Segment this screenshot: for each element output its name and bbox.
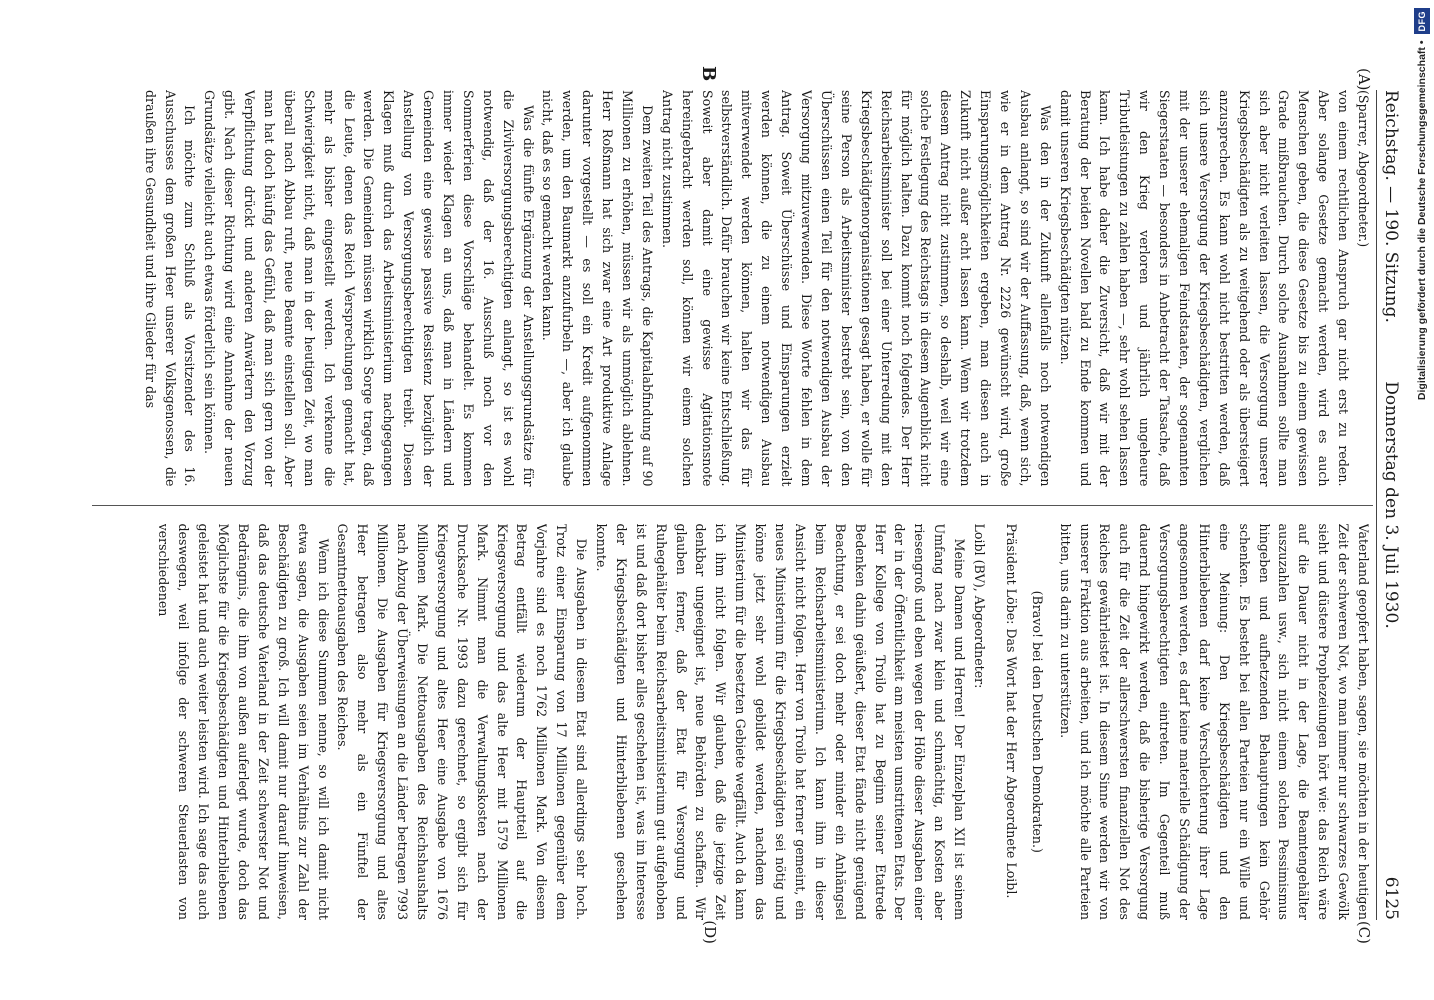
president-line: Präsident Löbe: Das Wort hat der Herr Abgeordnete Loibl. <box>1003 523 1019 899</box>
running-head-date: Donnerstag den 3. Juli 1930. <box>1381 381 1401 629</box>
paragraph: Vaterland geopfert haben, sagen, sie möchten in der heutigen Zeit der schweren Not, wo man immer nur schwarzes Gewölk sieht und düstere Prophezeiungen hört wie: das Reich wäre auf die Dauer nicht in der Lage, die Beamtengehälter auszuzahlen usw., sich nicht einem solchen Pessimismus hingeben und aufhetzenden Behauptungen kein Gehör schenken. Es besteht bei allen Parteien nur ein Wille und eine Meinung: Den Kriegsbeschädigten und den Hinterbliebenen darf keine Verschlechterung ihrer Lage angesonnen werden, es darf keine materielle Schädigung der Versorgungsberechtigten eintreten. Im Gegenteil muß dauernd hingewirkt werden, daß die bisherige Versorgung auch für die Zeit der allerschwersten finanziellen Not des Reiches gewährleistet ist. In diesem Sinne werden wir von unserer Fraktion aus arbeiten, und ich möchte alle Parteien bitten, uns darin zu unterstützen. <box>1057 523 1371 920</box>
paragraph: Ich möchte zum Schluß als Vorsitzender des 16. Ausschusses dem großen Heer unserer Volksgenossen, die draußen ihre Gesundheit und ihre Glieder für das <box>142 90 198 487</box>
paragraph: Dem zweiten Teil des Antrags, die Kapitalabfindung auf 90 Millionen zu erhöhen, müssen wir als unmöglich ablehnen. Herr Roßmann hat sich zwar eine Art produktive Anlage darunter vorgestellt — es soll ein Kredit aufgenommen werden, um den Baumarkt anzufurbeln —, aber ich glaube nicht, daß es so gemacht werden kann. <box>540 90 655 487</box>
paragraph: Was den in der Zukunft allenfalls noch notwendigen Ausbau anlangt, so sind wir der Auffassung, daß, wenn sich, wie er in dem Antrag Nr. 2226 gewünscht wird, große Einsparungsmöglichkeiten ergeben, man diesen auch in Zukunft nicht außer acht lassen kann. Wenn wir trotzdem diesem Antrag nicht zustimmen, so deshalb, weil wir eine solche Festlegung des Reichstags in diesem Augenblick nicht für möglich halten. Dazu kommt noch folgendes. Der Herr Reichsarbeitsminister soll bei einer Unterredung mit den Kriegsbeschädigtenorganisationen gesagt haben, er wolle für seine Person als Arbeitsminister bestrebt sein, von den Überschüssen einen Teil für den notwendigen Ausbau der Versorgung mitzuverwenden. Diese Worte fehlen in dem Antrag. Soweit Überschüsse und Einsparungen erzielt werden können, die zu einem notwendigen Ausbau mitverwendet werden können, halten wir das für selbstverständlich. Dafür brauchen wir keine Entschließung. Soweit aber damit eine gewisse Agitationsnote hereingebracht werden soll, können wir einem solchen Antrag nicht zustimmen. <box>659 90 1053 487</box>
paragraph: Meine Damen und Herren! Der Einzelplan XII ist seinem Umfang nach zwar klein und schmächtig, an Kosten aber riesengroß und eben wegen der Höhe dieser Ausgaben einer der in der Öffentlichkeit am meisten umstrittenen Etats. Der Herr Kollege von Troilo hat zu Beginn seiner Etatrede Bedenken dahin geäußert, dieser Etat fände nicht genügend Beachtung, er sei doch mehr oder minder ein Anhängsel beim Reichsarbeitsministerium. Ich kann ihm in dieser Ansicht nicht folgen. Herr von Troilo hat ferner gemeint, ein neues Ministerium für die Kriegsbeschädigten sei nötig und könne jetzt sehr wohl gebildet werden, nachdem das Ministerium für die besetzten Gebiete wegfällt. Auch da kann ich ihm nicht folgen. Wir glauben, daß die jetzige Zeit denkbar ungeeignet ist, neue Behörden zu schaffen. Wir glauben ferner, daß der Etat für Versorgung und Ruhegehälter beim Reichsarbeitsministerium gut aufgehoben ist und daß dort bisher alles geschehen ist, was im Interesse der Kriegsbeschädigten und Hinterbliebenen geschehen konnte. <box>594 523 968 920</box>
spacer <box>989 524 1001 921</box>
scanned-page <box>80 60 1409 950</box>
funding-sidenote <box>1413 8 1431 992</box>
text-columns <box>92 90 1373 920</box>
left-column <box>92 90 1373 487</box>
running-head <box>1376 90 1401 920</box>
margin-mark-d: (D) <box>701 920 719 944</box>
funding-note: Digitalisierung gefördert durch die Deutsche Forschungsgemeinschaft • <box>1416 40 1428 401</box>
dfg-logo: DFG <box>1414 8 1430 35</box>
page-number: 6125 <box>1381 876 1401 920</box>
paragraph: von einem rechtlichen Anspruch gar nicht erst zu reden. Aber solange Gesetze gemacht werden, wird es auch Menschen geben, die diese Gesetze bis zu einem gewissen Grade mißbrauchen. Durch solche Ausnahmen sollte man sich aber nicht verleiten lassen, die Versorgung unserer Kriegsbeschädigten als zu weitgehend oder als übersteigert anzusprechen. Es kann wohl nicht bestritten werden, daß sich unsere Versorgung der Kriegsbeschädigten, verglichen mit der unserer ehemaligen Feindstaaten, der sogenannten Siegerstaaten — besonders in Anbetracht der Tatsache, daß wir den Krieg verloren und jährlich ungeheure Tributleistungen zu zahlen haben —, sehr wohl sehen lassen kann. Ich habe daher die Zuversicht, daß wir mit der Beratung der beiden Novellen bald zu Ende kommen und damit unseren Kriegsbeschädigten nützen. <box>1057 90 1352 487</box>
margin-mark-c: (C) <box>1355 920 1373 944</box>
column-divider <box>92 505 1373 506</box>
paragraph: Die Ausgaben in diesem Etat sind allerdings sehr hoch. Trotz einer Einsparung von 17 Millionen gegenüber dem Vorjahre sind es noch 1762 Millionen Mark. Von diesem Betrag entfällt wiederum der Hauptteil auf die Kriegsversorgung und das alte Heer mit 1579 Millionen Mark. Nimmt man die Verwaltungskosten nach der Drucksache Nr. 1993 dazu gerechnet, so ergibt sich für Kriegsversorgung und altes Heer eine Ausgabe von 1676 Millionen Mark. Die Nettoausgaben des Reichshaushalts nach Abzug der Überweisungen an die Länder betragen 7993 Millionen. Die Ausgaben für Kriegsversorgung und altes Heer betragen also mehr als ein Fünftel der Gesamtnettoausgaben des Reiches. <box>335 523 590 920</box>
rotated-page-content <box>80 60 1409 950</box>
paragraph: Wenn ich diese Summen nenne, so will ich damit nicht etwa sagen, die Ausgaben seien im Verhältnis zur Zahl der Beschädigten zu groß. Ich will damit nur darauf hinweisen, daß das deutsche Vaterland in der Zeit schwerster Not und Bedrängnis, die ihm von außen auferlegt wurde, doch das Möglichste für die Kriegsbeschädigten und Hinterbliebenen geleistet hat und auch weiter leisten wird. Ich sage das auch deswegen, weil infolge der schweren Steuerlasten von verschiedenen <box>156 523 331 920</box>
margin-mark-a: (A) <box>1355 68 1373 91</box>
right-column <box>92 524 1373 921</box>
funding-sidenote-text <box>1413 8 1431 992</box>
paragraph: Was die fünfte Ergänzung der Anstellungsgrundsätze für die Zivilversorgungsberechtigten anlangt, so ist es wohl notwendig, daß der 16. Ausschuß noch vor den Sommerferien diese Vorschläge behandelt. Es kommen immer wieder Klagen an uns, daß man in Ländern und Gemeinden eine gewisse passive Resistenz bezüglich der Anstellung von Versorgungsberechtigten treibt. Diesen Klagen muß durch das Arbeitsministerium nachgegangen werden. Die Gemeinden müssen wirklich Sorge tragen, daß die Leute, denen das Reich Versprechungen gemacht hat, mehr als bisher eingestellt werden. Ich verkenne die Schwierigkeit nicht, daß man in der heutigen Zeit, wo man überall nach Abbau ruft, neue Beamte einstellen soll. Aber man hat doch häufig das Gefühl, daß man sich gern von der Verpflichtung drückt und anderen Anwärtern den Vorzug gibt. Nach dieser Richtung wird eine Annahme der neuen Grundsätze vielleicht auch etwas förderlich sein können. <box>202 90 536 487</box>
margin-mark-b: B <box>698 66 719 82</box>
speaker-label: (Sparrer, Abgeordneter.) <box>1356 90 1371 248</box>
running-head-left: Reichstag. — 190. Sitzung. <box>1381 90 1401 323</box>
speaker-label: Loibl (BV), Abgeordneter: <box>971 523 987 689</box>
applause-note: (Bravo! bei den Deutschen Demokraten.) <box>1029 590 1045 853</box>
